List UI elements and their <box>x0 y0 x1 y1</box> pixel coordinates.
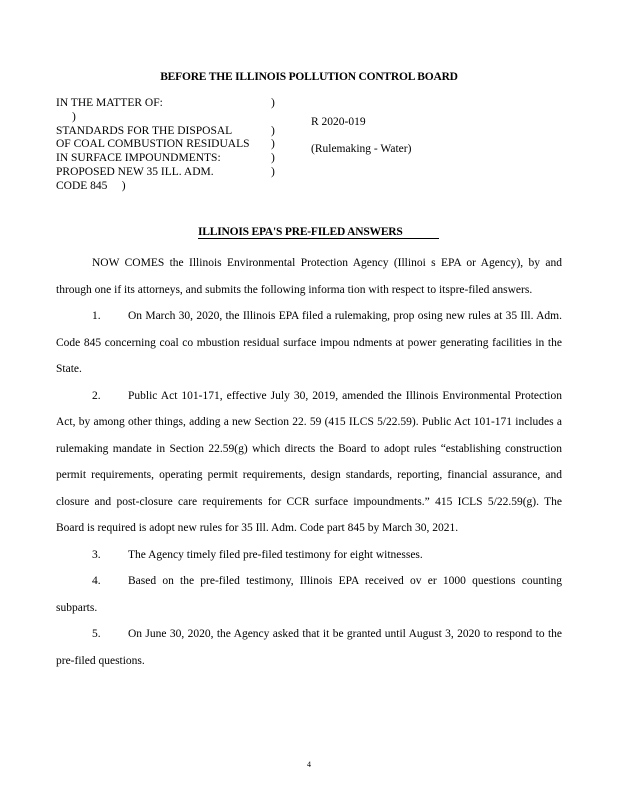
caption-line: IN SURFACE IMPOUNDMENTS: <box>56 152 221 165</box>
page-number: 4 <box>307 760 311 769</box>
numbered-paragraph <box>56 621 562 674</box>
caption-line: CODE 845 ) <box>56 179 126 192</box>
paragraph-text: On March 30, 2020, the Illinois EPA filed a rulemaking, prop osing new rules at 35 Ill. Adm. Code 845 concerning coal co mbustion residual surface impou ndments at power generating facilities in the State. <box>56 310 562 375</box>
caption-line: OF COAL COMBUSTION RESIDUALS <box>56 138 250 151</box>
intro-paragraph: NOW COMES the Illinois Environmental Protection Agency (Illinoi s EPA or Agency), by and through one if its attorneys, and submits the following informa tion with respect to itspre-filed answers. <box>56 257 562 296</box>
paragraph-number: 5. <box>92 628 101 640</box>
caption-paren: ) <box>271 165 275 178</box>
numbered-paragraph <box>56 383 562 542</box>
paragraph-number: 1. <box>92 310 101 322</box>
caption-parens <box>271 97 275 180</box>
rulemaking-type: (Rulemaking - Water) <box>311 142 412 155</box>
document-body <box>56 250 562 674</box>
document-title <box>198 226 439 239</box>
caption-paren: ) <box>271 97 275 109</box>
caption-paren: ) <box>271 152 275 165</box>
numbered-paragraph <box>56 542 562 569</box>
caption-line: PROPOSED NEW 35 ILL. ADM. <box>56 165 214 178</box>
caption-line: STANDARDS FOR THE DISPOSAL <box>56 124 233 137</box>
paragraph-text: On June 30, 2020, the Agency asked that it be granted until August 3, 2020 to respond to the pre-filed questions. <box>56 628 562 667</box>
caption-paren: ) <box>271 138 275 151</box>
paragraph-number: 4. <box>92 575 101 587</box>
document-title-text: ILLINOIS EPA'S PRE-FILED ANSWERS <box>198 226 439 239</box>
numbered-paragraph <box>56 303 562 383</box>
caption-docket <box>311 116 411 157</box>
paragraph-text: Public Act 101-171, effective July 30, 2019, amended the Illinois Environmental Protection Act, by among other things, adding a new Section 22. 59 (415 ILCS 5/22.59). Public Act 101-171 includes a rulemaking mandate in Section 22.59(g) which directs the Board to adopt rules “establishing construction permit requirements, operating permit requirements, design standards, reporting, financial assurance, and closure and post-closure care requirements for CCR surface impoundments.” 415 ICLS 5/22.59(g). The Board is required is adopt new rules for 35 Ill. Adm. Code part 845 by March 30, 2021. <box>56 389 562 534</box>
caption-line: IN THE MATTER OF: <box>56 97 163 109</box>
paragraph-text: The Agency timely filed pre-filed testimony for eight witnesses. <box>128 548 423 561</box>
numbered-paragraph <box>56 568 562 621</box>
caption-paren: ) <box>271 124 275 137</box>
paragraph-text: Based on the pre-filed testimony, Illinois EPA received ov er 1000 questions counting subparts. <box>56 575 562 614</box>
docket-number: R 2020-019 <box>311 116 366 128</box>
paragraph-number: 3. <box>92 548 101 561</box>
board-title: BEFORE THE ILLINOIS POLLUTION CONTROL BOARD <box>160 71 458 83</box>
caption-matter <box>56 97 250 194</box>
paragraph-number: 2. <box>92 389 101 402</box>
caption-line: ) <box>72 110 76 123</box>
caption-paren <box>271 111 275 125</box>
